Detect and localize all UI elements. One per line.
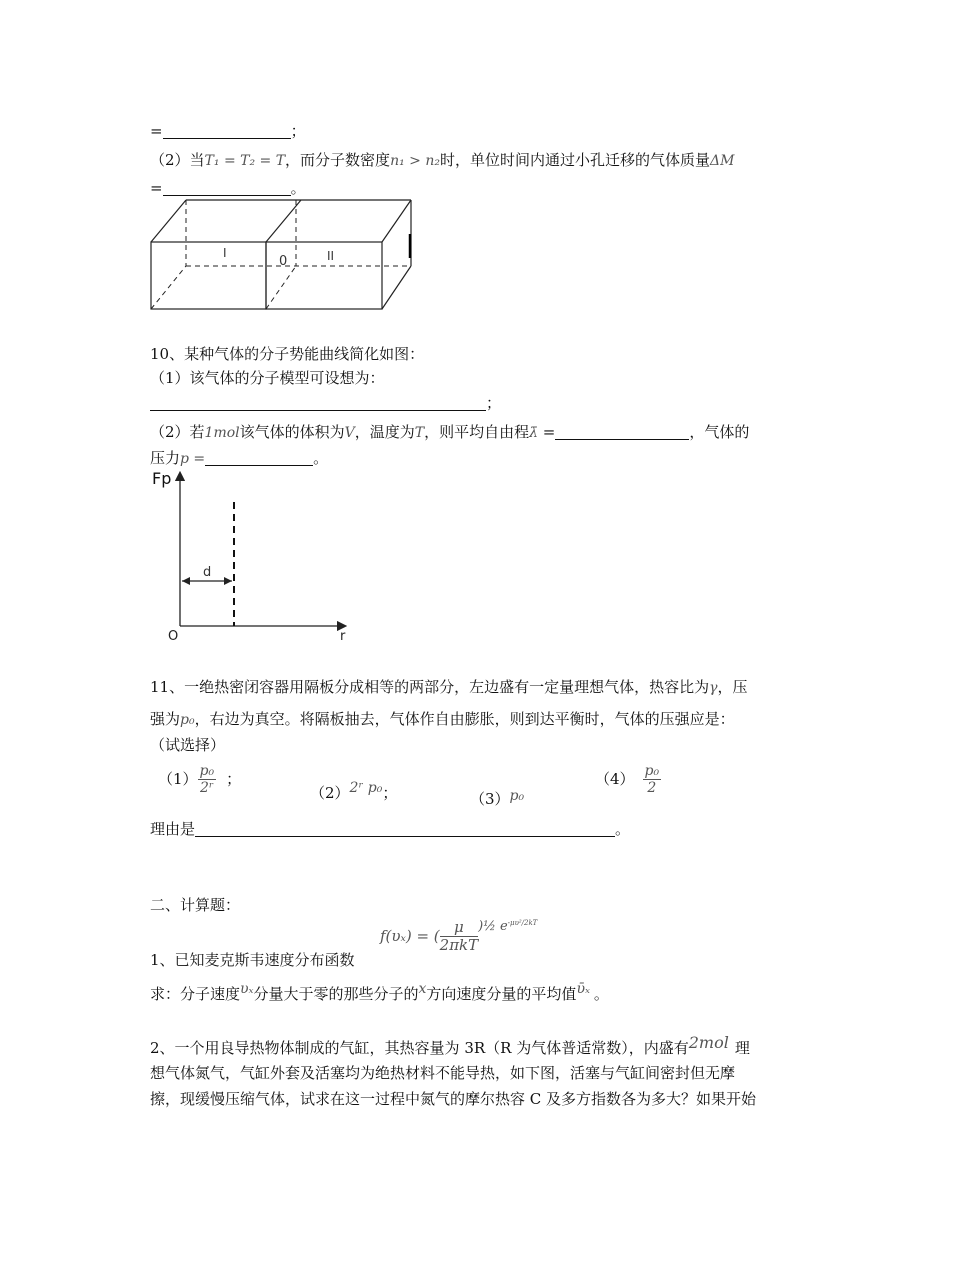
q11-line2	[150, 712, 735, 727]
s2-q2-line1	[150, 1033, 750, 1057]
answer-blank[interactable]	[205, 451, 313, 466]
q9-container-diagram	[146, 196, 416, 314]
answer-blank[interactable]	[150, 396, 486, 411]
s2-q2-line1-a: 2、一个用良导热物体制成的气缸，其热容量为 3R（R 为气体普适常数），内盛有	[150, 1039, 689, 1057]
q9-temperature-condition: T₁ = T₂ = T	[204, 153, 286, 169]
q10-pressure: p =	[180, 451, 206, 467]
origin-label: O	[168, 629, 179, 644]
q10-part3-a: 压力	[150, 449, 181, 467]
option-1-fraction	[198, 764, 217, 795]
box-label-hole: 0	[279, 254, 288, 269]
box-label-left: I	[223, 246, 227, 260]
q9-part2-mid: ，而分子数密度	[285, 151, 391, 169]
front-right-face	[266, 242, 382, 309]
q11-option-4[interactable]	[595, 764, 661, 795]
q9-line1	[150, 124, 306, 139]
q10-part2	[150, 425, 749, 440]
q10-part2-c: ，温度为	[354, 423, 415, 441]
formula-exponent: -μυ²/2kT	[507, 919, 538, 927]
s2-q2-line2: 想气体氮气，气缸外套及活塞均为绝热材料不能导热，如下图，活塞与气缸间密封但无摩	[150, 1064, 736, 1082]
q10-part3-end: 。	[313, 449, 329, 467]
q11-reason-end: 。	[615, 820, 631, 838]
q10-part2-b: 该气体的体积为	[239, 423, 345, 441]
formula-fraction	[440, 920, 479, 953]
q11-option-1[interactable]	[158, 764, 241, 795]
y-axis-label: Fp	[152, 469, 172, 488]
s2-q1-x: x	[418, 981, 427, 997]
q11-option-2[interactable]	[310, 780, 398, 802]
x-axis-label: r	[340, 629, 346, 644]
q10-title: 10、某种气体的分子势能曲线简化如图：	[150, 345, 425, 363]
q10-part1-end: ；	[486, 394, 502, 412]
answer-blank[interactable]	[195, 822, 615, 837]
q11-line3: （试选择）	[150, 736, 226, 754]
q10-equals: =	[538, 423, 556, 441]
s2-q1-vx: υₓ	[240, 981, 254, 997]
q10-mean-free-path: λ̄	[529, 425, 539, 441]
option-label: （3）	[470, 790, 510, 808]
s2-q1-line2-c: 方向速度分量的平均值	[426, 985, 577, 1003]
answer-blank[interactable]	[163, 124, 291, 139]
s2-q1-line1: 1、已知麦克斯韦速度分布函数	[150, 951, 355, 969]
s2-q1-vbar: ῡₓ	[576, 981, 590, 997]
formula-rhs: )½ e	[478, 919, 508, 934]
q10-volume: V	[344, 425, 355, 441]
q11-line1-text: 11、一绝热密闭容器用隔板分成相等的两部分，左边盛有一定量理想气体，热容比为	[150, 678, 710, 696]
option-1-numerator: p₀	[199, 763, 215, 779]
s2-q1-line2-b: 分量大于零的那些分子的	[253, 985, 419, 1003]
option-end: ；	[226, 770, 242, 788]
section-2-title: 二、计算题：	[150, 896, 241, 914]
q11-p0: p₀	[180, 712, 195, 728]
front-left-face	[151, 242, 266, 309]
option-2-value: 2ʳ p₀	[349, 780, 383, 796]
box-label-right: II	[327, 249, 335, 263]
s2-q1-line2-a: 求：分子速度	[150, 985, 241, 1003]
q10-part1-answer	[150, 396, 501, 411]
s2-q2-line3: 擦，现缓慢压缩气体，试求在这一过程中氮气的摩尔热容 C 及多方指数各为多大？如果开始	[150, 1090, 757, 1108]
option-4-denominator: 2	[647, 780, 657, 796]
option-label: （1）	[158, 770, 198, 788]
q10-one-mol: 1mol	[204, 425, 240, 441]
q9-line3-end: 。	[290, 179, 306, 197]
q9-line1-prefix: =	[150, 122, 163, 140]
q11-line1-end: ，压	[717, 678, 748, 696]
option-3-value: p₀	[509, 788, 525, 804]
answer-blank[interactable]	[555, 425, 689, 440]
option-4-fraction	[643, 764, 662, 795]
s2-q1-line2-end: 。	[593, 985, 609, 1003]
q11-reason	[150, 822, 630, 837]
q10-part2-e: ，气体的	[689, 423, 750, 441]
q11-line2-a: 强为	[150, 710, 181, 728]
q11-reason-label: 理由是	[150, 820, 196, 838]
option-4-numerator: p₀	[644, 763, 660, 779]
formula-denominator: 2πkT	[439, 936, 479, 954]
q9-line3	[150, 181, 306, 196]
answer-blank[interactable]	[163, 181, 291, 196]
q11-line2-b: ，右边为真空。将隔板抽去，气体作自由膨胀，则到达平衡时，气体的压强应是：	[194, 710, 735, 728]
option-label: （2）	[310, 784, 350, 802]
q9-line3-prefix: =	[150, 179, 163, 197]
maxwell-formula	[380, 920, 537, 953]
q9-delta-m: ΔM	[709, 153, 735, 169]
formula-numerator: μ	[440, 920, 479, 937]
q11-option-3[interactable]	[470, 788, 525, 808]
q10-part3	[150, 451, 328, 466]
q9-part2-text: 时，单位时间内通过小孔迁移的气体质量	[439, 151, 710, 169]
q10-part2-a: （2）若	[150, 423, 205, 441]
q9-line1-end: ；	[290, 122, 306, 140]
option-1-denominator: 2ʳ	[199, 780, 214, 796]
q9-part2	[150, 153, 734, 168]
formula-lhs: f(υₓ) = (	[380, 927, 440, 945]
q10-part1: （1）该气体的分子模型可设想为：	[150, 369, 385, 387]
q11-gamma: γ	[709, 680, 718, 696]
q9-density-inequality: n₁ > n₂	[390, 153, 440, 169]
s2-q2-line1-b: 理	[734, 1039, 750, 1057]
q9-part2-label: （2）当	[150, 151, 205, 169]
q10-temperature: T	[414, 425, 425, 441]
option-label: （4）	[595, 770, 635, 788]
s2-q2-mol: 2mol	[688, 1033, 729, 1052]
d-label: d	[203, 565, 212, 580]
q10-part2-d: ，则平均自由程	[424, 423, 530, 441]
s2-q1-line2	[150, 981, 609, 1003]
q10-potential-graph	[148, 466, 358, 646]
option-end: ；	[382, 784, 398, 802]
q11-line1	[150, 680, 747, 695]
